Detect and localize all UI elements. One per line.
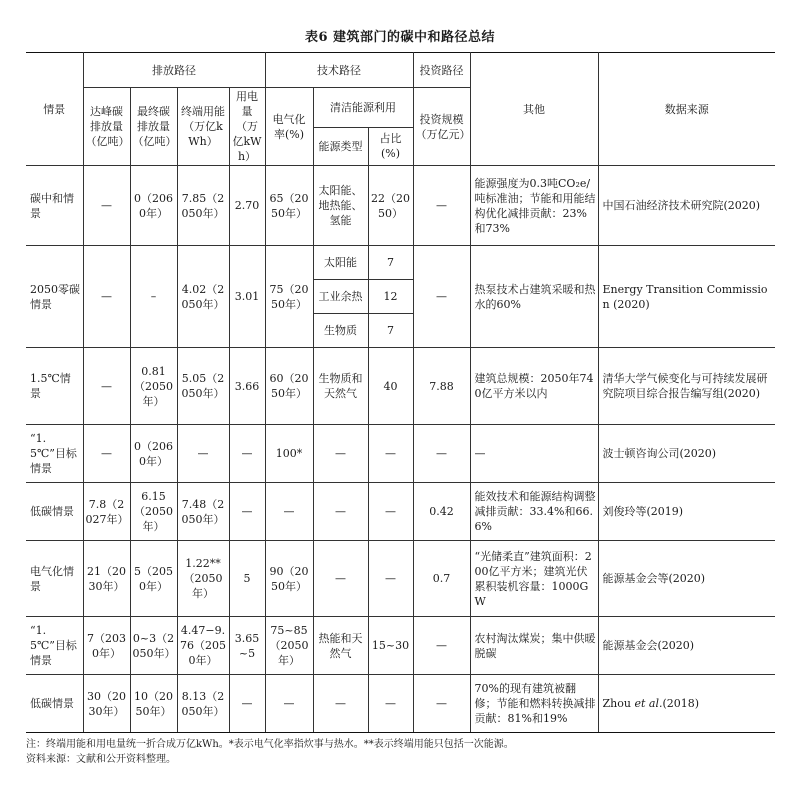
cell-end-energy: 1.22**（2050年） (177, 541, 229, 617)
cell-energy-type: 太阳能、地热能、氢能 (313, 166, 368, 246)
cell-scenario: 低碳情景 (26, 675, 83, 733)
cell-peak: — (83, 166, 130, 246)
cell-end-energy: 4.47−9.76（2050年） (177, 617, 229, 675)
cell-power: 3.65~5 (229, 617, 265, 675)
table-row (26, 246, 775, 280)
cell-other: — (470, 425, 598, 483)
cell-energy-type: — (313, 425, 368, 483)
header-emission-path: 排放路径 (83, 53, 265, 88)
cell-elec-rate: 60（2050年） (265, 348, 313, 425)
cell-scenario: 2050零碳情景 (26, 246, 83, 348)
table-row (26, 617, 775, 675)
cell-energy-type: — (313, 483, 368, 541)
cell-source: Energy Transition Commission (2020) (598, 246, 775, 348)
cell-elec-rate: — (265, 483, 313, 541)
cell-end-energy: 7.85（2050年） (177, 166, 229, 246)
cell-final: 0~3（2050年） (130, 617, 177, 675)
cell-invest: 0.42 (413, 483, 470, 541)
cell-scenario: 电气化情景 (26, 541, 83, 617)
cell-peak: — (83, 425, 130, 483)
cell-peak: 7（2030年） (83, 617, 130, 675)
cell-source: 能源基金会(2020) (598, 617, 775, 675)
cell-share: — (368, 483, 413, 541)
cell-final: 10（2050年） (130, 675, 177, 733)
header-elec-rate: 电气化率(%) (265, 88, 313, 166)
table-row (26, 425, 775, 483)
cell-scenario: 1.5℃情景 (26, 348, 83, 425)
cell-power: — (229, 425, 265, 483)
cell-scenario: 碳中和情景 (26, 166, 83, 246)
cell-source: 清华大学气候变化与可持续发展研究院项目综合报告编写组(2020) (598, 348, 775, 425)
cell-energy-type: 生物质和天然气 (313, 348, 368, 425)
cell-other: 70%的现有建筑被翻修；节能和燃料转换减排贡献：81%和19% (470, 675, 598, 733)
cell-power: — (229, 675, 265, 733)
header-energy-type: 能源类型 (313, 127, 368, 165)
cell-power: 3.01 (229, 246, 265, 348)
cell-final: 0（2060年） (130, 166, 177, 246)
cell-end-energy: — (177, 425, 229, 483)
header-tech-path: 技术路径 (265, 53, 413, 88)
cell-energy-type: 太阳能 (313, 246, 368, 280)
cell-power: 2.70 (229, 166, 265, 246)
cell-share: 7 (368, 314, 413, 348)
cell-power: 5 (229, 541, 265, 617)
source-year: (2018) (662, 697, 700, 710)
table-row (26, 166, 775, 246)
cell-power: — (229, 483, 265, 541)
table-row (26, 348, 775, 425)
source-author: Zhou (602, 697, 635, 710)
cell-scenario: “1.5℃”目标情景 (26, 617, 83, 675)
header-invest-path: 投资路径 (413, 53, 470, 88)
cell-final: 0（2060年） (130, 425, 177, 483)
cell-peak: 7.8（2027年） (83, 483, 130, 541)
table-notes (26, 737, 775, 767)
cell-other: 能源强度为0.3吨CO₂e/吨标准油；节能和用能结构优化减排贡献：23%和73% (470, 166, 598, 246)
cell-scenario: “1.5℃”目标情景 (26, 425, 83, 483)
cell-other: 热泵技术占建筑采暖和热水的60% (470, 246, 598, 348)
cell-invest: — (413, 246, 470, 348)
header-power: 用电量（万亿kWh） (229, 88, 265, 166)
cell-peak: — (83, 348, 130, 425)
cell-peak: 21（2030年） (83, 541, 130, 617)
header-peak: 达峰碳排放量（亿吨） (83, 88, 130, 166)
cell-source (598, 675, 775, 733)
cell-final: 5（2050年） (130, 541, 177, 617)
cell-energy-type: 工业余热 (313, 280, 368, 314)
cell-share: — (368, 425, 413, 483)
cell-invest: — (413, 675, 470, 733)
cell-share: 22（2050） (368, 166, 413, 246)
cell-energy-type: 热能和天然气 (313, 617, 368, 675)
header-other: 其他 (470, 53, 598, 166)
cell-invest: — (413, 617, 470, 675)
table-title: 表6 建筑部门的碳中和路径总结 (304, 30, 496, 45)
cell-elec-rate: 90（2050年） (265, 541, 313, 617)
cell-other: 能效技术和能源结构调整减排贡献：33.4%和66.6% (470, 483, 598, 541)
cell-elec-rate: 75（2050年） (265, 246, 313, 348)
table-row (26, 483, 775, 541)
cell-share: 7 (368, 246, 413, 280)
cell-share: 15~30 (368, 617, 413, 675)
cell-final: 6.15（2050年） (130, 483, 177, 541)
cell-share: — (368, 675, 413, 733)
cell-invest: — (413, 166, 470, 246)
cell-share: 40 (368, 348, 413, 425)
cell-share: — (368, 541, 413, 617)
cell-end-energy: 4.02（2050年） (177, 246, 229, 348)
cell-peak: — (83, 246, 130, 348)
cell-energy-type: 生物质 (313, 314, 368, 348)
cell-end-energy: 5.05（2050年） (177, 348, 229, 425)
cell-source: 刘俊玲等(2019) (598, 483, 775, 541)
cell-final: 0.81（2050年） (130, 348, 177, 425)
note-text: 注：终端用能和用电量统一折合成万亿kWh。*表示电气化率指炊事与热水。**表示终端用能只包括一次能源。 (26, 739, 514, 750)
cell-invest: 0.7 (413, 541, 470, 617)
table-row (26, 675, 775, 733)
cell-source: 能源基金会等(2020) (598, 541, 775, 617)
cell-final: – (130, 246, 177, 348)
cell-other: 建筑总规模：2050年740亿平方米以内 (470, 348, 598, 425)
source-et-al: et al. (634, 697, 663, 710)
cell-invest: 7.88 (413, 348, 470, 425)
pathway-table (26, 52, 775, 733)
header-invest-scale: 投资规模（万亿元） (413, 88, 470, 166)
table-row (26, 541, 775, 617)
cell-elec-rate: — (265, 675, 313, 733)
header-clean-energy: 清洁能源利用 (313, 88, 413, 128)
cell-other: “光储柔直”建筑面积：200亿平方米；建筑光伏累积装机容量：1000GW (470, 541, 598, 617)
cell-share: 12 (368, 280, 413, 314)
header-final: 最终碳排放量（亿吨） (130, 88, 177, 166)
cell-invest: — (413, 425, 470, 483)
cell-elec-rate: 100* (265, 425, 313, 483)
cell-scenario: 低碳情景 (26, 483, 83, 541)
cell-end-energy: 7.48（2050年） (177, 483, 229, 541)
cell-elec-rate: 65（2050年） (265, 166, 313, 246)
cell-end-energy: 8.13（2050年） (177, 675, 229, 733)
header-end-energy: 终端用能（万亿kWh） (177, 88, 229, 166)
cell-power: 3.66 (229, 348, 265, 425)
cell-peak: 30（2030年） (83, 675, 130, 733)
cell-elec-rate: 75~85（2050年） (265, 617, 313, 675)
cell-source: 中国石油经济技术研究院(2020) (598, 166, 775, 246)
source-note: 资料来源：文献和公开资料整理。 (26, 754, 176, 765)
cell-energy-type: — (313, 541, 368, 617)
cell-other: 农村淘汰煤炭；集中供暖脱碳 (470, 617, 598, 675)
header-share: 占比(%) (368, 127, 413, 165)
cell-source: 波士顿咨询公司(2020) (598, 425, 775, 483)
header-scenario: 情景 (26, 53, 83, 166)
cell-energy-type: — (313, 675, 368, 733)
header-source: 数据来源 (598, 53, 775, 166)
